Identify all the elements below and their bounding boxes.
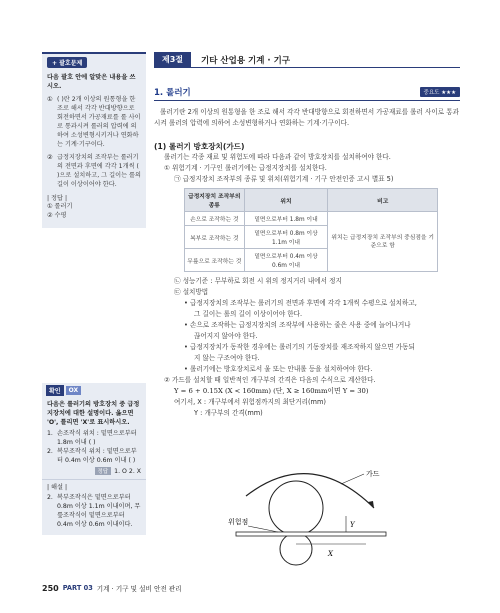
section-title: 기타 산업용 기계 · 기구 <box>201 55 290 66</box>
answer-item: ① 롤러기 <box>47 203 73 210</box>
roller-guard-diagram <box>216 456 396 574</box>
guard-label: 가드 <box>366 470 380 478</box>
table-cell: 밑면으로부터 0.4m 이상 0.6m 이내 <box>244 249 328 272</box>
bullet-line: • 급정지장치의 조작부는 롤러기의 전면과 후면에 각각 1개씩 수평으로 설치하고, <box>184 299 417 307</box>
section-header <box>154 52 460 68</box>
paragraph: ② 가드를 설치할 때 일반적인 개구부의 간격은 다음의 수식으로 계산한다. <box>164 376 376 384</box>
sidebar-fill-blank <box>42 52 146 228</box>
guard-leader <box>341 474 364 484</box>
lower-roller <box>280 533 312 565</box>
answer-text: 1. O 2. X <box>114 467 141 475</box>
y-label: Y <box>350 521 355 529</box>
heading-guard: (1) 롤러기 방호장치(가드) <box>154 142 245 151</box>
table-header: 급정지장치 조작부의 종류 <box>185 189 245 212</box>
main-content <box>154 52 460 419</box>
guard-arrow <box>368 501 374 508</box>
item-text: 손조작식 위치 : 밑면으로부터 1.8m 이내 ( ) <box>57 430 137 446</box>
bullet-line: 그 길이는 롤의 길이 이상이어야 한다. <box>194 310 303 318</box>
part-label: PART 03 <box>62 584 93 592</box>
formula-where: 여기서, X : 개구부에서 위험점까지의 최단거리(mm) <box>174 398 326 406</box>
formula-where: Y : 개구부의 간격(mm) <box>194 409 263 417</box>
item-number: 1. <box>47 430 53 437</box>
explanation-label: | 해설 | <box>42 479 146 493</box>
paragraph: ㉠ 급정지장치 조작부의 종류 및 위치(위험기계 · 기구 안전인증 고시 별표 5) <box>174 175 394 183</box>
answer-item: ② 수평 <box>47 212 67 219</box>
ox-question: 다음은 롤러기의 방호장치 중 급정지장치에 대한 설명이다. 옳으면 'O', 틀리면 'X'로 표시하시오. <box>47 401 140 426</box>
ox-answer <box>42 465 146 477</box>
paragraph: ㉢ 설치방법 <box>174 288 209 296</box>
fill-blank-tag: + 괄호문제 <box>47 57 87 68</box>
bullet-line: 지 않는 구조여야 한다. <box>194 354 260 362</box>
table-cell: 밑면으로부터 1.8m 이내 <box>244 212 328 226</box>
page-footer <box>42 583 182 593</box>
item-number: 2. <box>47 494 53 501</box>
answer-chip: 정답 <box>95 467 112 475</box>
table-note: 위치는 급정지장치 조작부의 중심점을 기준으로 함 <box>328 212 438 272</box>
upper-roller <box>269 481 323 535</box>
table-cell: 밑면으로부터 0.8m 이상 1.1m 이내 <box>244 226 328 249</box>
paragraph: 롤러기는 각종 재료 및 위험도에 따라 다음과 같이 방호장치를 설치하여야 한다. <box>164 153 391 161</box>
item-number: ② <box>47 154 53 161</box>
section-number: 제3절 <box>154 52 191 68</box>
item-text: 복부조작식 위치 : 밑면으로부터 0.4m 이상 0.6m 이내 ( ) <box>57 448 137 464</box>
ox-item <box>42 429 146 447</box>
fill-blank-question: 다음 괄호 안에 알맞은 내용을 쓰시오. <box>47 74 136 90</box>
item-number: ① <box>47 96 53 103</box>
fill-blank-item <box>47 95 141 149</box>
page-number: 250 <box>42 583 59 593</box>
item-text: ( )란 2개 이상의 원통형을 한 조로 해서 각각 반대방향으로 회전하면서 가공재료를 롤 사이로 통과시켜 롤러의 압력에 의하여 소성변형시키거나 연화하는 기계·기구이다. <box>57 96 141 148</box>
fill-blank-item <box>47 153 141 189</box>
stop-device-table <box>184 188 438 272</box>
bullet-line: • 롤러기에는 방호장치로서 울 또는 안내롤 등을 설치하여야 한다. <box>184 365 373 373</box>
ox-tag-ox: OX <box>66 386 82 395</box>
danger-label: 위험점 <box>228 518 249 526</box>
x-label: X <box>328 550 333 558</box>
material-plate <box>236 532 386 536</box>
explanation <box>42 493 146 529</box>
table-header: 위치 <box>244 189 328 212</box>
bullet-line: • 손으로 조작하는 급정지장치의 조작부에 사용하는 줄은 사용 중에 늘어나거나 <box>184 321 411 329</box>
part-title: 기계 · 기구 및 설비 안전 관리 <box>96 585 182 593</box>
ox-header <box>42 383 146 398</box>
ox-item <box>42 447 146 465</box>
bullet-line: 끊어지지 않아야 한다. <box>194 332 258 340</box>
ox-quiz-box <box>42 383 146 535</box>
paragraph: ① 위험기계 · 기구인 롤러기에는 급정지장치를 설치한다. <box>164 164 327 172</box>
bullet-line: • 급정지장치가 동작한 경우에는 롤러기의 기동장치를 재조작하지 않으면 가동되 <box>184 343 415 351</box>
ox-tag-check: 확인 <box>46 385 64 396</box>
table-header: 비고 <box>328 189 438 212</box>
subsection-header <box>154 86 460 101</box>
table-cell: 무릎으로 조작하는 것 <box>185 249 245 272</box>
paragraph: ㉡ 성능기준 : 무부하로 회전 시 위의 정지거리 내에서 정지 <box>174 277 342 285</box>
explanation-text: 복부조작식은 밑면으로부터 0.8m 이상 1.1m 이내이며, 무릎조작식이 밑면으로부터 0.4m 이상 0.6m 이내이다. <box>57 494 141 528</box>
table-cell: 복부로 조작하는 것 <box>185 226 245 249</box>
table-cell: 손으로 조작하는 것 <box>185 212 245 226</box>
item-number: 2. <box>47 448 53 455</box>
danger-leader <box>248 526 278 532</box>
subsection-title: 1. 롤러기 <box>154 88 191 98</box>
table-header-row <box>185 189 438 212</box>
importance-badge: 중요도 ★★★ <box>420 87 460 97</box>
fill-blank-box <box>42 52 146 228</box>
item-text: 급정지장치의 조작부는 롤러기의 전면과 후면에 각각 1개씩 ( )으로 설치하고, 그 길이는 롤의 길이 이상이어야 한다. <box>57 154 141 188</box>
intro-paragraph: 롤러기란 2개 이상의 원통형을 한 조로 해서 각각 반대방향으로 회전하면서 가공재료를 롤러 사이로 통과시켜 롤러의 압력에 의하여 소성변형하거나 연화하는 기계·기구이다. <box>154 108 459 127</box>
table-row <box>185 212 438 226</box>
answer-label: | 정답 | <box>47 195 68 202</box>
formula: Y = 6 + 0.15X (X < 160mm) (단, X ≥ 160mm이면 Y = 30) <box>174 387 369 395</box>
